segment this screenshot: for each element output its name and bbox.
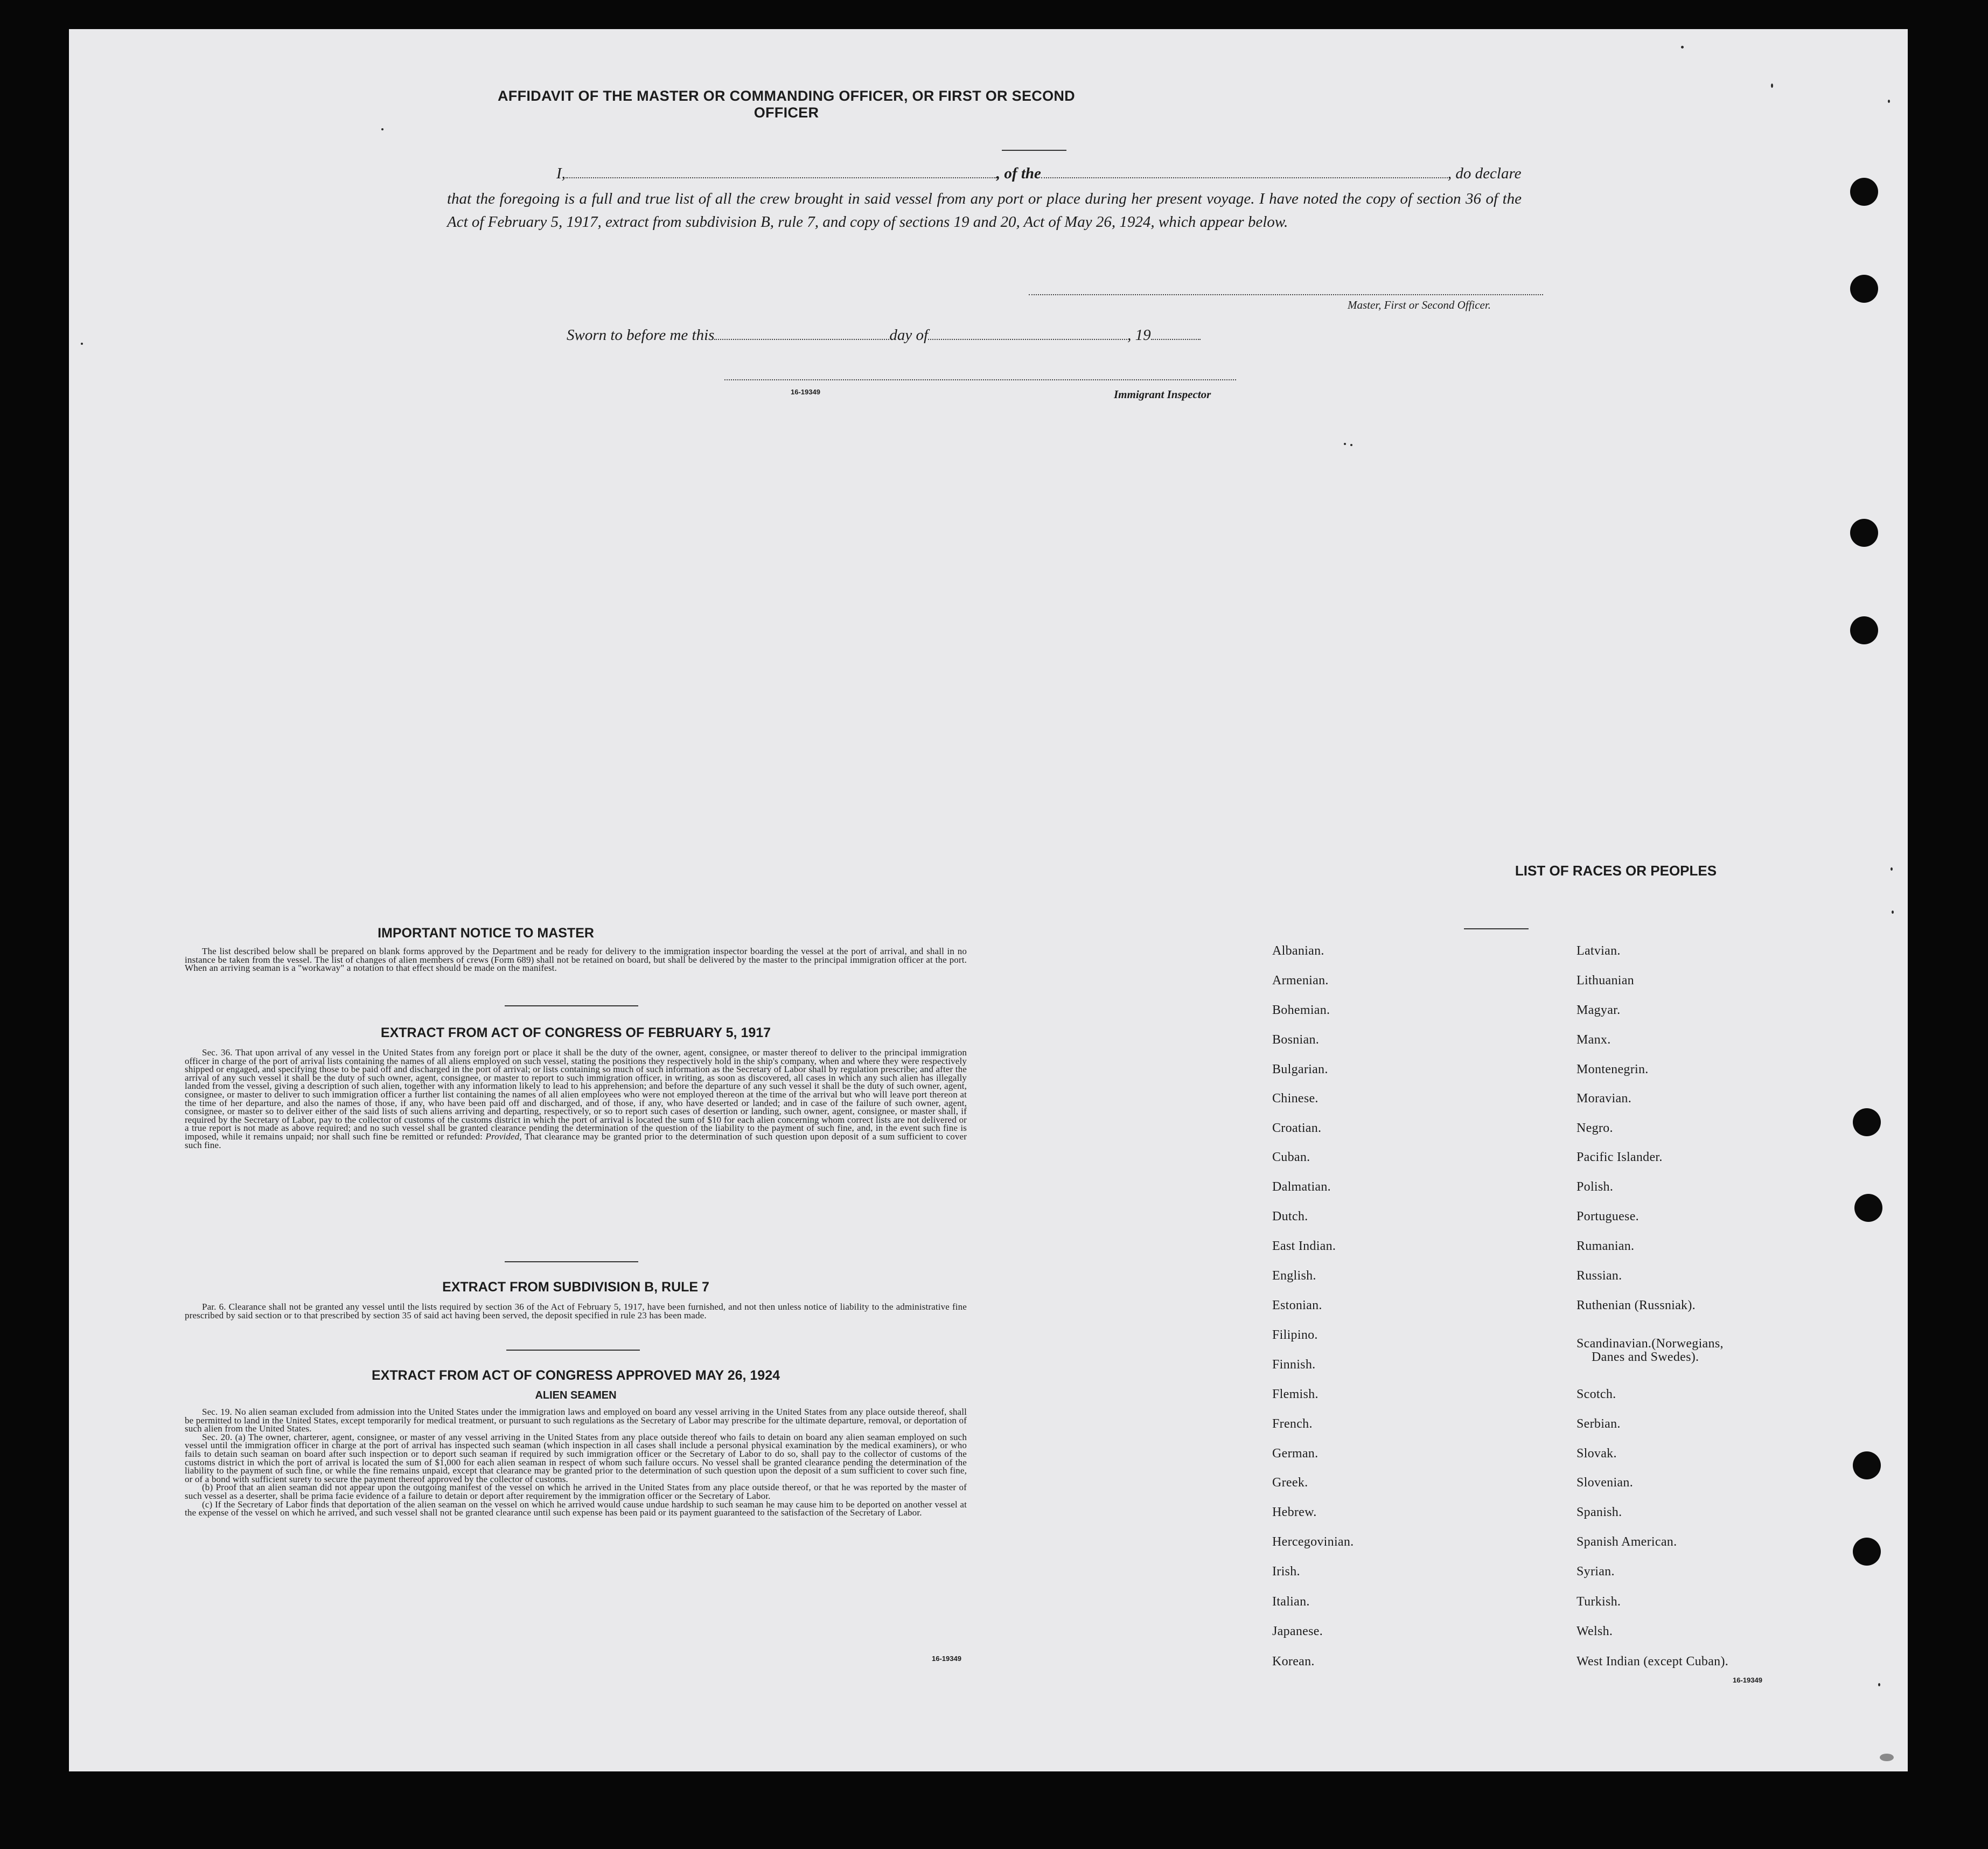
- race-item: Irish.: [1272, 1565, 1300, 1579]
- race-item: Turkish.: [1577, 1595, 1621, 1609]
- race-item: Estonian.: [1272, 1298, 1322, 1312]
- race-item: Portuguese.: [1577, 1210, 1639, 1224]
- race-item: Spanish American.: [1577, 1535, 1677, 1549]
- race-item: Latvian.: [1577, 944, 1621, 958]
- extract-1917-body: Sec. 36. That upon arrival of any vessel in the United States from any foreign port or place it shall be the duty of the owner, agent, consignee, or master thereof to deliver to the principal immigration officer in charge of the port of arrival lists containing the names of all aliens employed on such vessel, stating the positions they respectively hold in the ship's company, when and where they were respectively shipped or engaged, and specifying those to be paid off and discharged in the port of arrival; or lists containing so much of such information as the Secretary of Labor shall by regulation prescribe; and after the arrival of any such vessel it shall be the duty of such owner, agent, consignee, or master to report to such immigration officer, in writing, as soon as discovered, all cases in which any such alien has illegally landed from the vessel, giving a description of such alien, together with any information likely to lead to his apprehension; and before the departure of any such vessel it shall be the duty of such owner, agent, consignee, or master to deliver to such immigration officer a further list containing the names of all alien employees who were not employed thereon at the time of the arrival but who will leave port thereon at the time of her departure, and also the names of those, if any, who have been paid off and discharged, and of those, if any, who have deserted or landed; and in case of the failure of such owner, agent, consignee, or master so to deliver either of the said lists of such aliens arriving and departing, respectively, or so to report such cases of desertion or landing, such owner, agent, consignee, or master shall, if required by the Secretary of Labor, pay to the collector of customs of the customs district in which the port of arrival is located the sum of $10 for each alien concerning whom correct lists are not delivered or a true report is not made as above required; and no such vessel shall be granted clearance pending the determination of the question of the liability to the payment of such fine, and, in the event such fine is imposed, while it remains unpaid; nor shall such fine be remitted or refunded:: [185, 1047, 967, 1142]
- divider: [1464, 928, 1529, 929]
- race-item: Bulgarian.: [1272, 1062, 1328, 1076]
- affidavit-body: that the foregoing is a full and true list of all the crew brought in said vessel from any port or place during her present voyage. I have noted the copy of section 36 of the Act of February 5, 1917, extract from subdivision B, rule 7, and copy of sections 19 and 20, Act of May 26, 1924, which appear below.: [447, 190, 1522, 231]
- race-item: Polish.: [1577, 1180, 1614, 1194]
- master-signature-line[interactable]: [1029, 294, 1543, 295]
- rule-7-title: EXTRACT FROM SUBDIVISION B, RULE 7: [442, 1280, 709, 1295]
- race-item: Chinese.: [1272, 1092, 1319, 1106]
- punch-hole: [1850, 616, 1878, 644]
- sworn-label: Sworn to before me this: [567, 326, 715, 344]
- divider: [506, 1350, 640, 1351]
- extract-1917-text: [185, 1048, 967, 1149]
- form-number: 16-19349: [791, 388, 820, 396]
- rule-7-text: Par. 6. Clearance shall not be granted any vessel until the lists required by section 36 of the Act of February 5, 1917, have been furnished, and not then unless notice of liability to the administrative fine prescribed by said section or to that prescribed by section 35 of said act having been served, the deposit specified in rule 23 has been made.: [185, 1302, 967, 1320]
- race-item: Flemish.: [1272, 1387, 1319, 1401]
- divider: [1002, 150, 1066, 151]
- race-item: Slovak.: [1577, 1447, 1617, 1461]
- punch-hole: [1853, 1451, 1881, 1479]
- race-item: Filipino.: [1272, 1328, 1318, 1342]
- race-item: Korean.: [1272, 1655, 1315, 1669]
- year-label: , 19: [1127, 326, 1151, 344]
- race-item: Negro.: [1577, 1121, 1613, 1135]
- sworn-line: [567, 326, 1201, 344]
- speck: [1892, 910, 1894, 914]
- race-item: English.: [1272, 1269, 1316, 1283]
- speck: [1878, 1683, 1880, 1686]
- race-item: Magyar.: [1577, 1003, 1621, 1017]
- inspector-signature-line[interactable]: [724, 379, 1236, 380]
- race-item: Syrian.: [1577, 1565, 1615, 1579]
- speck: [1880, 1754, 1894, 1761]
- race-item: Spanish.: [1577, 1505, 1622, 1519]
- extract-1924-text: [185, 1408, 967, 1517]
- affidavit-i-label: I,: [556, 165, 566, 182]
- race-item: Danes and Swedes).: [1592, 1350, 1699, 1364]
- affidavit-do-declare-label: , do declare: [1447, 165, 1522, 182]
- race-item: Japanese.: [1272, 1624, 1323, 1638]
- race-item: West Indian (except Cuban).: [1577, 1655, 1729, 1669]
- race-item: Pacific Islander.: [1577, 1150, 1663, 1164]
- race-item: Croatian.: [1272, 1121, 1322, 1135]
- race-item: Dalmatian.: [1272, 1180, 1331, 1194]
- punch-hole: [1853, 1108, 1881, 1136]
- form-number: 16-19349: [932, 1655, 961, 1663]
- race-item: Italian.: [1272, 1595, 1310, 1609]
- race-item: Slovenian.: [1577, 1476, 1633, 1490]
- vessel-blank[interactable]: [1041, 177, 1448, 178]
- race-item: Moravian.: [1577, 1092, 1632, 1106]
- race-item: Cuban.: [1272, 1150, 1310, 1164]
- punch-hole: [1854, 1194, 1882, 1222]
- sworn-day-blank[interactable]: [714, 339, 889, 340]
- speck: [1344, 443, 1346, 445]
- proviso-label: Provided,: [485, 1131, 522, 1142]
- race-item: Montenegrin.: [1577, 1062, 1649, 1076]
- notice-text: The list described below shall be prepared on blank forms approved by the Department and be ready for delivery to the immigration inspector boarding the vessel at the port of arrival, and shall in no instance be taken from the vessel. The list of changes of alien members of crews (Form 689) shall not be retained on board, but shall be delivered by the master to the principal immigration officer at the port. When an arriving seaman is a "workaway" a notation to that effect should be made on the manifest.: [185, 946, 967, 974]
- speck: [1681, 46, 1684, 48]
- punch-hole: [1850, 275, 1878, 303]
- name-blank[interactable]: [566, 177, 996, 178]
- sworn-month-blank[interactable]: [928, 339, 1127, 340]
- race-item: Armenian.: [1272, 974, 1329, 988]
- extract-1917-title: EXTRACT FROM ACT OF CONGRESS OF FEBRUARY 5, 1917: [380, 1025, 771, 1040]
- race-item: German.: [1272, 1447, 1319, 1461]
- race-item: Albanian.: [1272, 944, 1324, 958]
- day-of-label: day of: [889, 326, 929, 344]
- race-item: Manx.: [1577, 1033, 1611, 1047]
- race-item: Rumanian.: [1577, 1239, 1635, 1253]
- race-item: Hercegovinian.: [1272, 1535, 1354, 1549]
- sec-19-text: Sec. 19. No alien seaman excluded from admission into the United States under the immigration laws and employed on board any vessel arriving in the United States from any place outside thereof, shall be permitted to land in the United States, except temporarily for medical treatment, or pursuant to such regulations as the Secretary of Labor may prescribe for the ultimate departure, removal, or deportation of such alien from the United States.: [185, 1407, 967, 1434]
- race-item: Ruthenian (Russniak).: [1577, 1298, 1696, 1312]
- affidavit-title: AFFIDAVIT OF THE MASTER OR COMMANDING OFFICER, OR FIRST OR SECOND OFFICER: [498, 88, 1075, 121]
- proviso-text: That clearance may be granted prior to the determination of such question upon deposit of a sum sufficient to cover such fine.: [185, 1131, 967, 1150]
- alien-seamen-subtitle: ALIEN SEAMEN: [535, 1389, 617, 1401]
- race-item: Dutch.: [1272, 1210, 1308, 1224]
- punch-hole: [1850, 519, 1878, 547]
- inspector-caption: Immigrant Inspector: [1114, 388, 1211, 401]
- form-number: 16-19349: [1733, 1676, 1762, 1684]
- divider: [505, 1005, 638, 1006]
- punch-hole: [1850, 178, 1878, 206]
- sec-20b-text: (b) Proof that an alien seaman did not appear upon the outgoing manifest of the vessel on which he arrived in the United States from any place outside thereof, or that he was reported by the master of such vessel as a deserter, shall be prima facie evidence of a failure to detain or deport after requirement by the immigration officer or the Secretary of Labor.: [185, 1482, 967, 1501]
- race-item: Serbian.: [1577, 1417, 1621, 1431]
- extract-1924-title: EXTRACT FROM ACT OF CONGRESS APPROVED MAY 26, 1924: [371, 1368, 780, 1383]
- sworn-year-blank[interactable]: [1151, 339, 1201, 340]
- speck: [381, 128, 383, 130]
- race-item: Lithuanian: [1577, 974, 1634, 988]
- race-item: Welsh.: [1577, 1624, 1613, 1638]
- speck: [1771, 84, 1773, 88]
- race-item: French.: [1272, 1417, 1313, 1431]
- punch-hole: [1853, 1538, 1881, 1566]
- race-item: Scandinavian.(Norwegians,: [1577, 1337, 1724, 1351]
- race-item: Bohemian.: [1272, 1003, 1330, 1017]
- master-signature-caption: Master, First or Second Officer.: [1348, 298, 1491, 311]
- sec-20c-text: (c) If the Secretary of Labor finds that deportation of the alien seaman on the vessel on which he arrived would cause undue hardship to such seaman he may cause him to be deported on another vessel at the expense of the vessel on which he arrived, and such vessel shall not be granted clearance until such expense has been paid or its payment guaranteed to the satisfaction of the Secretary of Labor.: [185, 1499, 967, 1518]
- notice-title: IMPORTANT NOTICE TO MASTER: [378, 926, 594, 941]
- speck: [1888, 100, 1890, 103]
- speck: [1350, 444, 1352, 446]
- race-item: Hebrew.: [1272, 1505, 1317, 1519]
- divider: [505, 1261, 638, 1262]
- affidavit-declaration-line: [556, 165, 1522, 183]
- sec-20a-text: Sec. 20. (a) The owner, charterer, agent, consignee, or master of any vessel arriving in the United States from any place outside thereof who fails to detain on board any alien seaman employed on such vessel until the immigration officer in charge at the port of arrival has inspected such seaman (which inspection in all cases shall include a personal physical examination by the medical examiners), or who fails to detain such seaman on board after such inspection or to deport such seaman if required by such immigration officer or the Secretary of Labor to do so, shall pay to the collector of customs of the customs district in which the port of arrival is located the sum of $1,000 for each alien seaman in respect of whom such failure occurs. No vessel shall be granted clearance pending the determination of the liability to the payment of such fine, or while the fine remains unpaid, except that clearance may be granted prior to the determination of such question upon the deposit of a sum sufficient to cover such fine, or of a bond with sufficient surety to secure the payment thereof approved by the collector of customs.: [185, 1431, 967, 1484]
- race-item: Finnish.: [1272, 1358, 1316, 1372]
- race-item: Scotch.: [1577, 1387, 1616, 1401]
- race-item: Greek.: [1272, 1476, 1308, 1490]
- affidavit-of-the-label: , of the: [996, 165, 1041, 182]
- race-item: Russian.: [1577, 1269, 1622, 1283]
- speck: [81, 343, 83, 345]
- race-item: East Indian.: [1272, 1239, 1336, 1253]
- race-item: Bosnian.: [1272, 1033, 1320, 1047]
- races-title: LIST OF RACES OR PEOPLES: [1515, 863, 1717, 879]
